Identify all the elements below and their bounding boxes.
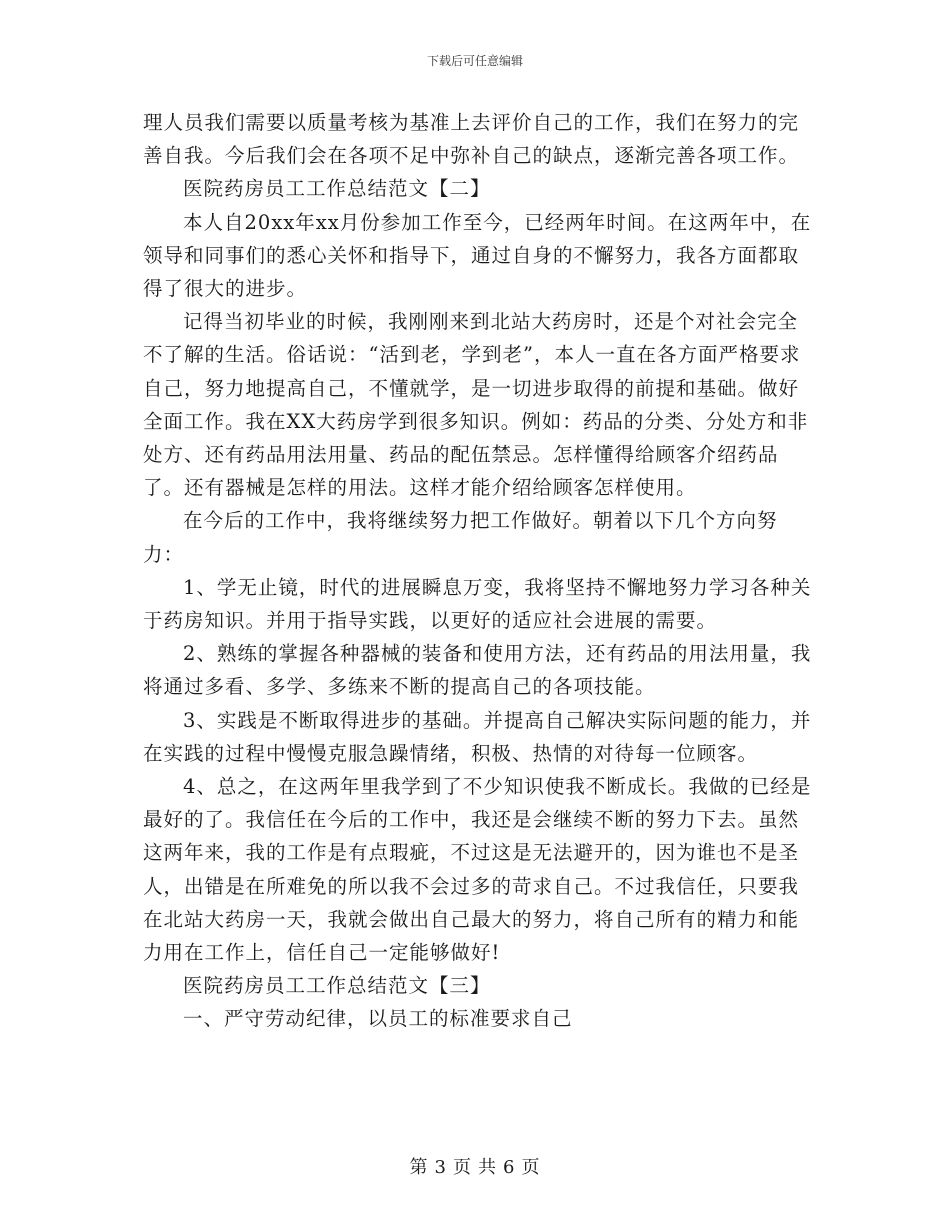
footer-gong: 共	[478, 1157, 497, 1178]
list-item: 2、熟练的掌握各种器械的装备和使用方法，还有药品的用法用量，我将通过多看、多学、多练来不断的提高自己的各项技能。	[143, 642, 812, 699]
document-body	[143, 106, 813, 1036]
section-heading: 医院药房员工工作总结范文【二】	[183, 177, 491, 201]
section-heading: 医院药房员工工作总结范文【三】	[183, 974, 491, 998]
footer-ye: 页	[453, 1157, 472, 1178]
paragraph: 理人员我们需要以质量考核为基准上去评价自己的工作，我们在努力的完善自我。今后我们会在各项不足中弥补自己的缺点，逐渐完善各项工作。	[143, 111, 800, 168]
footer-total-pages: 6	[503, 1157, 516, 1178]
paragraph: 在今后的工作中，我将继续努力把工作做好。朝着以下几个方向努力：	[143, 509, 778, 566]
footer-di: 第	[409, 1157, 429, 1178]
list-item: 4、总之，在这两年里我学到了不少知识使我不断成长。我做的已经是最好的了。我信任在今后的工作中，我还是会继续不断的努力下去。虽然这两年来，我的工作是有点瑕疵，不过这是无法避开的，因为谁也不是圣人，出错是在所难免的所以我不会过多的苛求自己。不过我信任，只要我在北站大药房一天，我就会做出自己最大的努力，将自己所有的精力和能力用在工作上，信任自己一定能够做好!	[143, 775, 812, 965]
page-header: 下载后可任意编辑	[426, 54, 523, 68]
paragraph: 本人自20xx年xx月份参加工作至今，已经两年时间。在这两年中，在领导和同事们的悉心关怀和指导下，通过自身的不懈努力，我各方面都取得了很大的进步。	[143, 210, 812, 301]
page-footer	[0, 1153, 950, 1179]
paragraph: 记得当初毕业的时候，我刚刚来到北站大药房时，还是个对社会完全不了解的生活。俗话说：“活到老，学到老”，本人一直在各方面严格要求自己，努力地提高自己，不懂就学，是一切进步取得的前提和基础。做好全面工作。我在XX大药房学到很多知识。例如：药品的分类、分处方和非处方、还有药品用法用量、药品的配伍禁忌。怎样懂得给顾客介绍药品了。还有器械是怎样的用法。这样才能介绍给顾客怎样使用。	[143, 310, 809, 500]
list-item: 3、实践是不断取得进步的基础。并提高自己解决实际问题的能力，并在实践的过程中慢慢克服急躁情绪，积极、热情的对待每一位顾客。	[143, 708, 812, 765]
list-item: 1、学无止镜，时代的进展瞬息万变，我将坚持不懈地努力学习各种关于药房知识。并用于指导实践，以更好的适应社会进展的需要。	[143, 575, 812, 633]
footer-ye: 页	[521, 1157, 541, 1178]
footer-page-number: 3	[434, 1157, 447, 1178]
subheading: 一、严守劳动纪律，以员工的标准要求自己	[183, 1007, 573, 1031]
